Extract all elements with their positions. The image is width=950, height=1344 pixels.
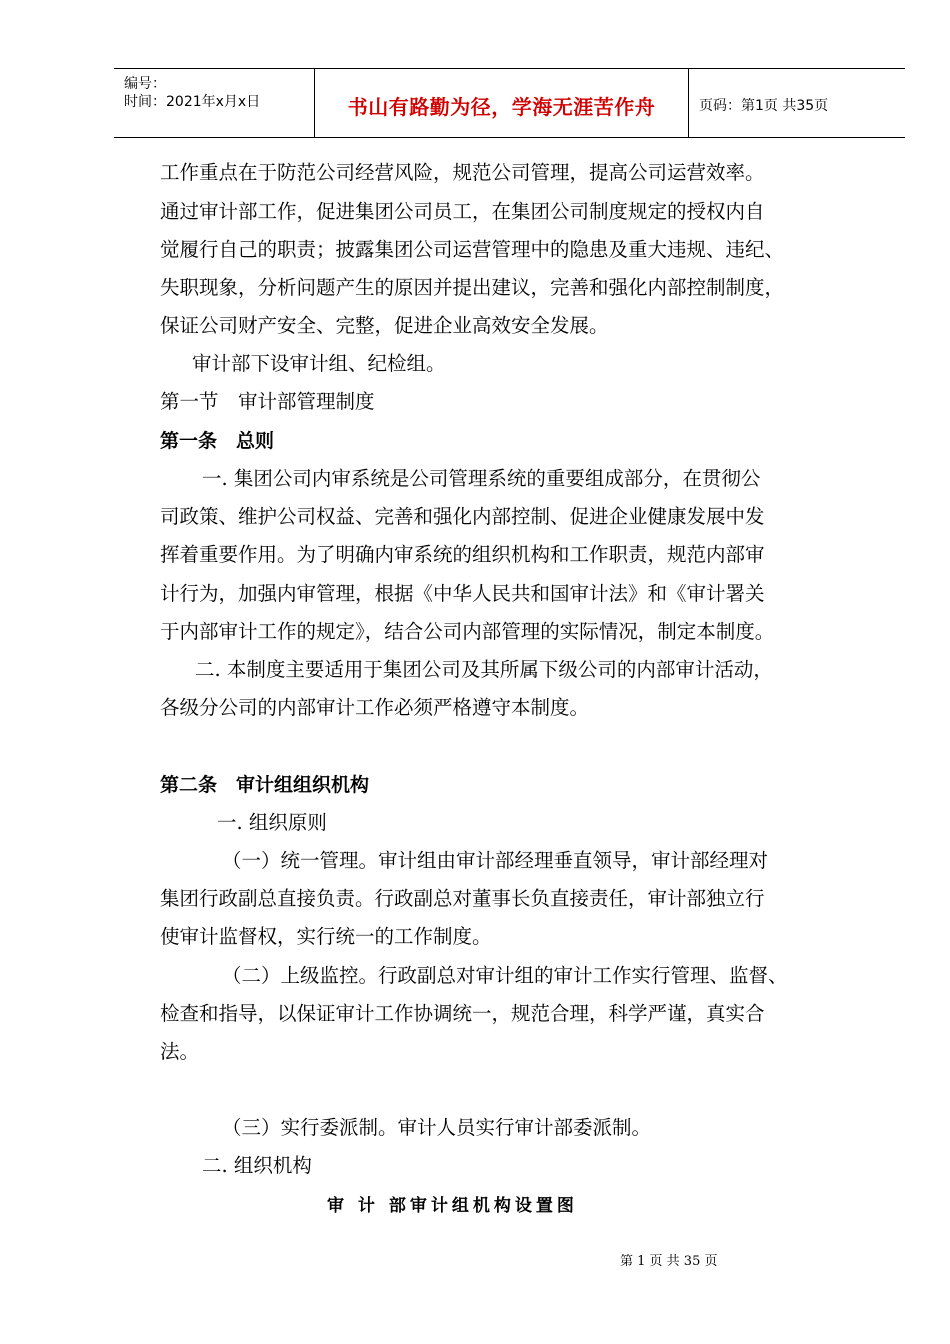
- body-line: 失职现象，分析问题产生的原因并提出建议，完善和强化内部控制制度，: [160, 276, 785, 299]
- document-number-label: 编号：: [124, 76, 166, 92]
- body-line: 觉履行自己的职责；披露集团公司运营管理中的隐患及重大违规、违纪、: [160, 238, 785, 261]
- document-time-label: 时间：2021年x月x日: [124, 94, 261, 110]
- body-line: 司政策、维护公司权益、完善和强化内部控制、促进企业健康发展中发: [160, 505, 765, 528]
- body-line: 检查和指导，以保证审计工作协调统一，规范合理，科学严谨，真实合: [160, 1002, 765, 1025]
- body-line: 一. 集团公司内审系统是公司管理系统的重要组成部分，在贯彻公: [202, 467, 761, 490]
- page-footer: 第 1 页 共 35 页: [620, 1254, 718, 1269]
- body-line: 挥着重要作用。为了明确内审系统的组织机构和工作职责，规范内部审: [160, 543, 765, 566]
- header-meta-cell: [114, 69, 315, 137]
- header-motto-cell: [315, 69, 689, 137]
- body-line: 集团行政副总直接负责。行政副总对董事长负直接责任，审计部独立行: [160, 887, 765, 910]
- figure-caption: 审 计 部审计组机构设置图: [327, 1196, 578, 1216]
- article-heading: 第一条 总则: [160, 430, 275, 452]
- body-line: 各级分公司的内部审计工作必须严格遵守本制度。: [160, 696, 590, 719]
- body-line: 通过审计部工作，促进集团公司员工，在集团公司制度规定的授权内自: [160, 200, 765, 223]
- body-line: 审计部下设审计组、纪检组。: [192, 352, 446, 375]
- body-line: （三）实行委派制。审计人员实行审计部委派制。: [222, 1116, 652, 1139]
- body-line: （一）统一管理。审计组由审计部经理垂直领导，审计部经理对: [222, 849, 769, 872]
- header-page-cell: [689, 69, 905, 137]
- body-line: 于内部审计工作的规定》，结合公司内部管理的实际情况，制定本制度。: [160, 620, 775, 643]
- body-line: （二）上级监控。行政副总对审计组的审计工作实行管理、监督、: [222, 964, 788, 987]
- article-heading: 第二条 审计组组织机构: [160, 774, 370, 796]
- header-motto: 书山有路勤为径，学海无涯苦作舟: [347, 95, 656, 119]
- body-line: 二. 组织机构: [202, 1154, 312, 1177]
- body-line: 保证公司财产安全、完整，促进企业高效安全发展。: [160, 314, 609, 337]
- body-line: 计行为，加强内审管理，根据《中华人民共和国审计法》和《审计署关: [160, 582, 765, 605]
- body-line: 使审计监督权，实行统一的工作制度。: [160, 925, 492, 948]
- body-line: 工作重点在于防范公司经营风险，规范公司管理，提高公司运营效率。: [160, 161, 765, 184]
- section-heading: 第一节 审计部管理制度: [160, 390, 375, 413]
- body-line: 二. 本制度主要适用于集团公司及其所属下级公司的内部审计活动，: [195, 658, 773, 681]
- header-page-number: 页码：第1页 共35页: [699, 98, 829, 114]
- document-header: [114, 68, 905, 138]
- body-line: 法。: [160, 1040, 200, 1063]
- body-line: 一. 组织原则: [217, 811, 327, 834]
